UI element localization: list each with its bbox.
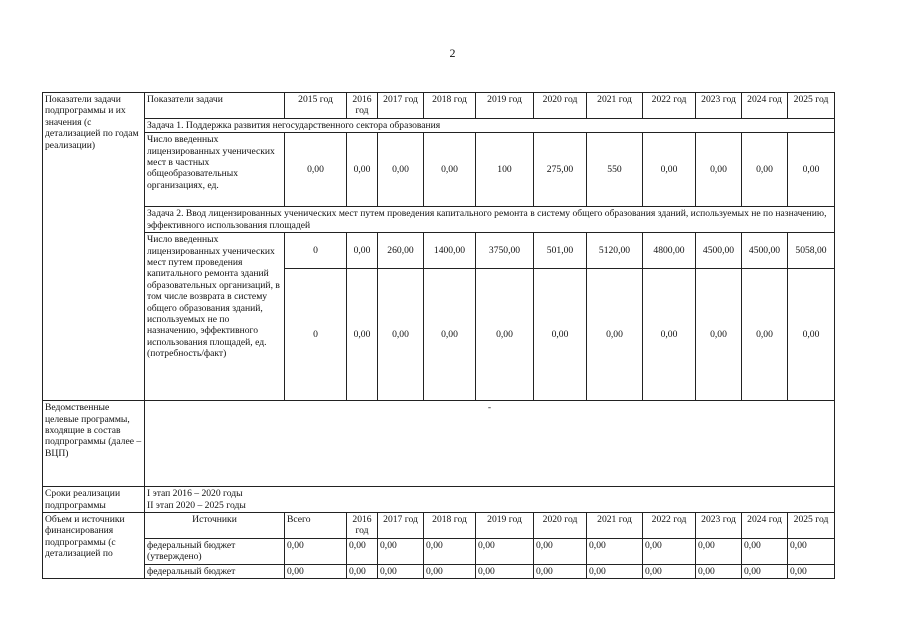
funding-value: 0,00 [424, 539, 476, 565]
task2-need-value: 501,00 [534, 233, 587, 269]
task2-need-value: 1400,00 [424, 233, 476, 269]
funding-value: 0,00 [587, 565, 643, 579]
task1-value: 0,00 [285, 133, 347, 207]
task2-need-value: 260,00 [378, 233, 424, 269]
task2-fact-value: 0,00 [347, 269, 378, 401]
funding-value: 0,00 [534, 565, 587, 579]
task1-value: 0,00 [347, 133, 378, 207]
year-header: 2025 год [788, 93, 835, 119]
terms-stage1: I этап 2016 – 2020 годы [147, 488, 243, 500]
task2-fact-value: 0,00 [587, 269, 643, 401]
table-row-task1 [43, 133, 835, 207]
funding-value: 0,00 [424, 565, 476, 579]
table-row-funding [43, 539, 835, 565]
subprogram-passport-table [42, 92, 835, 579]
funding-year-header: 2019 год [476, 513, 534, 539]
funding-year-header: 2016 год [347, 513, 378, 539]
task1-value: 0,00 [643, 133, 696, 207]
task2-fact-value: 0,00 [476, 269, 534, 401]
funding-value: 0,00 [587, 539, 643, 565]
funding-year-header: 2020 год [534, 513, 587, 539]
year-header: 2017 год [378, 93, 424, 119]
funding-value: 0,00 [347, 565, 378, 579]
task1-value: 0,00 [788, 133, 835, 207]
task2-fact-value: 0,00 [742, 269, 788, 401]
task1-value: 0,00 [696, 133, 742, 207]
task2-need-value: 4500,00 [742, 233, 788, 269]
funding-value: 0,00 [788, 539, 835, 565]
year-header: 2023 год [696, 93, 742, 119]
task2-need-value: 4500,00 [696, 233, 742, 269]
year-header: 2022 год [643, 93, 696, 119]
task1-value: 275,00 [534, 133, 587, 207]
table-row-vcp [43, 401, 835, 487]
funding-value: 0,00 [788, 565, 835, 579]
task2-indicator: Число введенных лицензированных ученических мест путем проведения капитального ремонта зданий образовательных организаций, в том числе возврата в систему общего образования зданий, используемых не по назначению, эффективного использования площадей, ед. (потребность/факт) [145, 233, 285, 401]
table-row-task2-title [43, 207, 835, 233]
task2-fact-value: 0,00 [534, 269, 587, 401]
table-row-task2-need [43, 233, 835, 269]
year-header: 2018 год [424, 93, 476, 119]
funding-total: 0,00 [285, 565, 347, 579]
terms-stage2: II этап 2020 – 2025 годы [147, 499, 246, 511]
task2-need-value: 0,00 [347, 233, 378, 269]
task1-value: 100 [476, 133, 534, 207]
funding-year-header: 2018 год [424, 513, 476, 539]
vcp-label: Ведомственные целевые программы, входящие в состав подпрограммы (далее – ВЦП) [43, 401, 145, 487]
sources-header: Источники [145, 513, 285, 539]
table-row-terms [43, 487, 835, 513]
task1-title: Задача 1. Поддержка развития негосударственного сектора образования [145, 118, 835, 132]
task2-fact-value: 0,00 [424, 269, 476, 401]
task2-fact-value: 0,00 [696, 269, 742, 401]
task2-fact-value: 0,00 [643, 269, 696, 401]
total-header: Всего [285, 513, 347, 539]
table-row-funding [43, 565, 835, 579]
funding-value: 0,00 [742, 539, 788, 565]
task1-value: 0,00 [742, 133, 788, 207]
funding-value: 0,00 [378, 565, 424, 579]
task2-fact-value: 0 [285, 269, 347, 401]
funding-label: Объем и источники финансирования подпрограммы (с детализацией по [43, 513, 145, 579]
year-header: 2019 год [476, 93, 534, 119]
funding-value: 0,00 [643, 565, 696, 579]
table-row-task1-title [43, 118, 835, 132]
task2-need-value: 5120,00 [587, 233, 643, 269]
task1-value: 0,00 [378, 133, 424, 207]
page-number: 2 [449, 46, 456, 60]
funding-year-header: 2021 год [587, 513, 643, 539]
task2-fact-value: 0,00 [788, 269, 835, 401]
terms-value [145, 487, 835, 513]
terms-label: Сроки реализации подпрограммы [43, 487, 145, 513]
funding-value: 0,00 [476, 539, 534, 565]
funding-value: 0,00 [696, 565, 742, 579]
funding-year-header: 2017 год [378, 513, 424, 539]
task2-title: Задача 2. Ввод лицензированных ученических мест путем проведения капитального ремонта в систему общего образования зданий, используемых не по назначению, эффективного использования площадей [145, 207, 835, 233]
funding-value: 0,00 [476, 565, 534, 579]
funding-year-header: 2023 год [696, 513, 742, 539]
task1-value: 0,00 [424, 133, 476, 207]
funding-value: 0,00 [534, 539, 587, 565]
task1-indicator: Число введенных лицензированных ученических мест в частных общеобразовательных организациях, ед. [145, 133, 285, 207]
table-row-funding-header [43, 513, 835, 539]
table-row-header [43, 93, 835, 119]
task2-fact-value: 0,00 [378, 269, 424, 401]
vcp-value: - [145, 401, 835, 487]
indicators-label: Показатели задачи подпрограммы и их значения (с детализацией по годам реализации) [43, 93, 145, 401]
funding-year-header: 2022 год [643, 513, 696, 539]
year-header: 2024 год [742, 93, 788, 119]
funding-value: 0,00 [696, 539, 742, 565]
funding-year-header: 2025 год [788, 513, 835, 539]
task2-need-value: 0 [285, 233, 347, 269]
funding-value: 0,00 [643, 539, 696, 565]
funding-total: 0,00 [285, 539, 347, 565]
task2-need-value: 3750,00 [476, 233, 534, 269]
task2-need-value: 5058,00 [788, 233, 835, 269]
funding-value: 0,00 [742, 565, 788, 579]
funding-source: федеральный бюджет (утверждено) [145, 539, 285, 565]
task1-value: 550 [587, 133, 643, 207]
task2-need-value: 4800,00 [643, 233, 696, 269]
indicator-header: Показатели задачи [145, 93, 285, 119]
year-header: 2020 год [534, 93, 587, 119]
funding-value: 0,00 [347, 539, 378, 565]
year-header: 2016 год [347, 93, 378, 119]
funding-value: 0,00 [378, 539, 424, 565]
funding-year-header: 2024 год [742, 513, 788, 539]
funding-source: федеральный бюджет [145, 565, 285, 579]
year-header: 2021 год [587, 93, 643, 119]
year-header: 2015 год [285, 93, 347, 119]
